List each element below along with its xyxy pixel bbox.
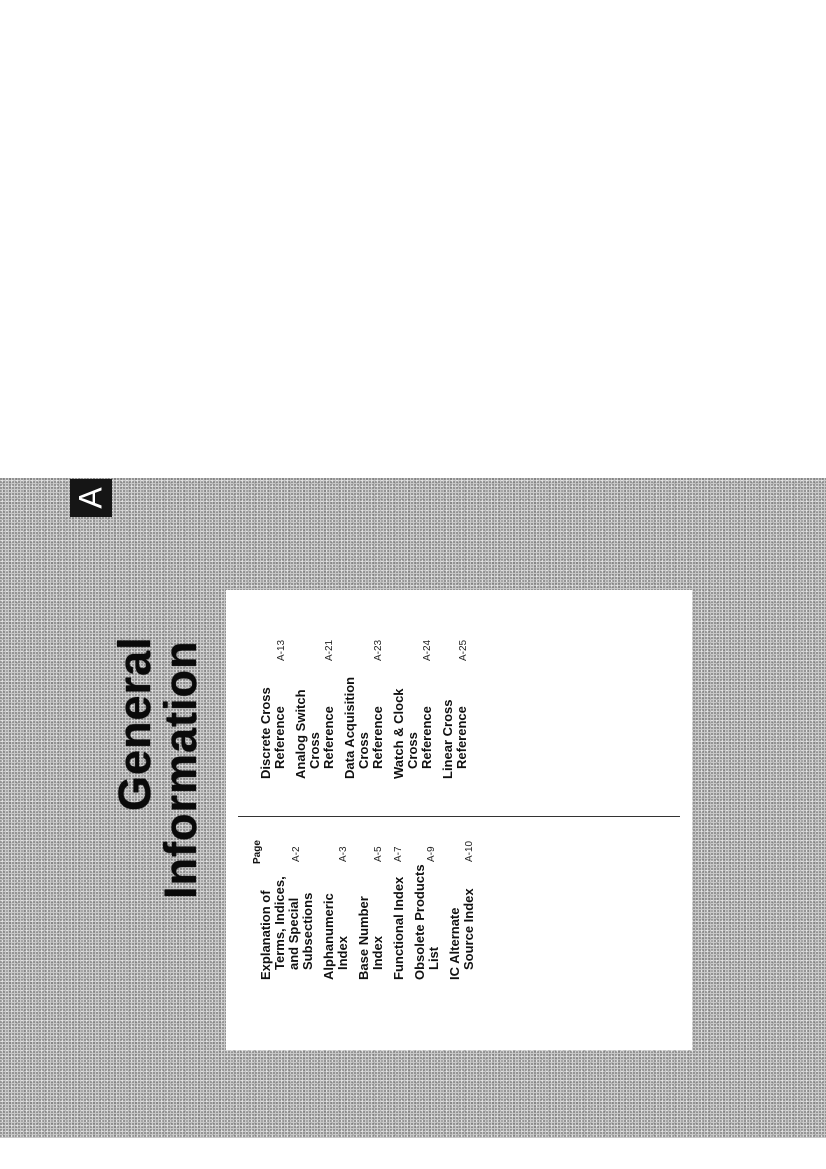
toc-page-number: A-10 (464, 840, 475, 862)
toc-entry-title: Watch & Clock Cross Reference (391, 688, 434, 779)
contents-column-left (259, 815, 483, 980)
toc-entry-title: Linear Cross Reference (440, 699, 469, 779)
toc-entry-obsolete[interactable] (413, 815, 441, 980)
toc-entry-discrete[interactable] (259, 579, 287, 779)
toc-entry-data-acquisition[interactable] (343, 579, 385, 779)
toc-entry-title: Base Number Index (356, 896, 385, 980)
toc-entry-ic-alternate[interactable] (448, 815, 476, 980)
toc-page-number: A-5 (373, 846, 384, 862)
toc-entry-title: Analog Switch Cross Reference (293, 689, 336, 779)
toc-entry-watch-clock[interactable] (392, 579, 434, 779)
toc-entry-linear[interactable] (441, 579, 469, 779)
toc-page-number: A-21 (324, 639, 335, 661)
toc-entry-functional[interactable] (392, 815, 406, 980)
toc-entry-title: Data Acquisition Cross Reference (342, 676, 385, 779)
toc-page-number: A-25 (458, 639, 469, 661)
toc-page-number: A-2 (291, 846, 302, 862)
toc-entry-analog-switch[interactable] (294, 579, 336, 779)
title-line-general: General (109, 636, 160, 811)
toc-page-number: A-13 (276, 639, 287, 661)
toc-page-number: A-23 (373, 639, 384, 661)
title-line-information: Information (155, 640, 206, 899)
toc-entry-title: Discrete Cross Reference (258, 687, 287, 779)
page-column-header: Page (252, 840, 263, 864)
contents-column-right (259, 579, 476, 779)
toc-page-number: A-7 (393, 846, 404, 862)
section-title (109, 579, 206, 899)
toc-entry-title: IC Alternate Source Index (447, 888, 476, 980)
section-letter: A (73, 487, 109, 509)
toc-entry-alphanumeric[interactable] (322, 815, 350, 980)
toc-entry-explanation[interactable] (259, 815, 315, 980)
toc-entry-base-number[interactable] (357, 815, 385, 980)
toc-entry-title: Explanation of Terms, Indices, and Special Subsections (258, 876, 315, 980)
toc-entry-title: Obsolete Products List (412, 864, 441, 980)
toc-entry-title: Alphanumeric Index (321, 893, 350, 980)
toc-page-number: A-3 (338, 846, 349, 862)
toc-entry-title: Functional Index (391, 876, 406, 980)
toc-page-number: A-9 (426, 846, 437, 862)
toc-page-number: A-24 (422, 639, 433, 661)
